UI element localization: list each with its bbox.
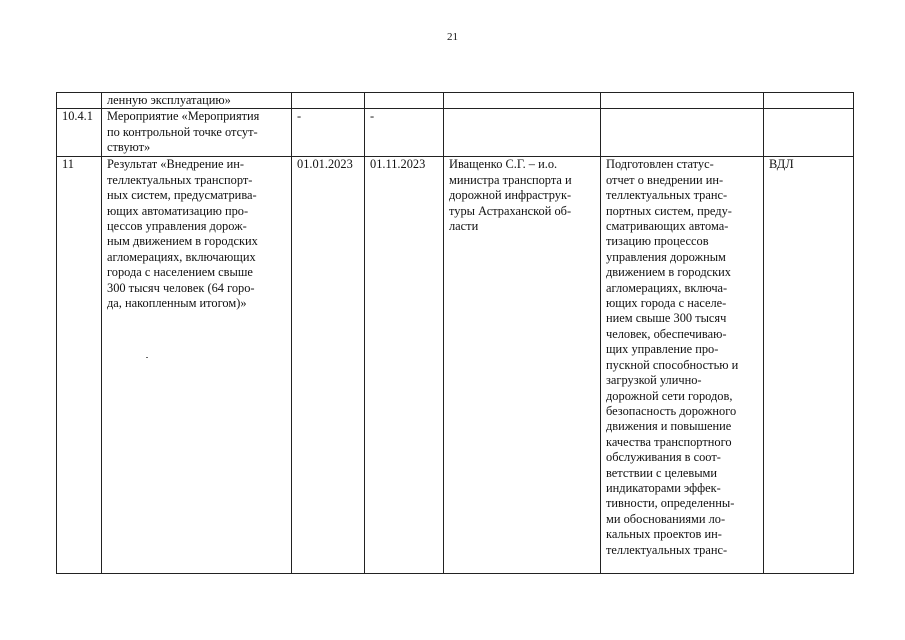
cell-start-date: - bbox=[292, 109, 365, 157]
cell-responsible bbox=[444, 157, 601, 574]
cell-number bbox=[57, 93, 102, 109]
result-line: обслуживания в соот- bbox=[606, 450, 721, 465]
result-line: сматривающих автома- bbox=[606, 219, 729, 234]
title-line: ствуют» bbox=[107, 140, 151, 155]
cell-title bbox=[102, 157, 292, 574]
result-line: Подготовлен статус- bbox=[606, 157, 714, 172]
title-line: да, накопленным итогом)» bbox=[107, 296, 247, 311]
title-line: города с населением свыше bbox=[107, 265, 253, 280]
table-row-continuation bbox=[57, 93, 854, 109]
result-line: ми обоснованиями ло- bbox=[606, 511, 726, 526]
cell-end-date bbox=[365, 93, 444, 109]
result-line: безопасность дорожного bbox=[606, 403, 737, 418]
table-row-11 bbox=[57, 157, 854, 574]
plan-table bbox=[56, 92, 854, 574]
result-line: управления дорожным bbox=[606, 249, 726, 264]
result-line: индикаторами эффек- bbox=[606, 480, 721, 495]
title-line: теллектуальных транспорт- bbox=[107, 172, 253, 187]
cell-end-date: 01.11.2023 bbox=[365, 157, 444, 574]
result-line: портных систем, преду- bbox=[606, 203, 732, 218]
cell-start-date: 01.01.2023 bbox=[292, 157, 365, 574]
result-line: нием свыше 300 тысяч bbox=[606, 311, 727, 326]
result-line: теллектуальных транс- bbox=[606, 188, 728, 203]
cell-number: 11 bbox=[57, 157, 102, 574]
cell-title bbox=[102, 93, 292, 109]
result-line: теллектуальных транс- bbox=[606, 542, 728, 557]
result-line: ющих города с населе- bbox=[606, 296, 727, 311]
cell-responsible bbox=[444, 109, 601, 157]
title-line: Мероприятие «Мероприятия bbox=[107, 109, 260, 124]
cell-result bbox=[601, 157, 764, 574]
title-line: Результат «Внедрение ин- bbox=[107, 157, 244, 172]
result-line: щих управление про- bbox=[606, 342, 719, 357]
result-line: отчет о внедрении ин- bbox=[606, 172, 724, 187]
title-line: агломерациях, включающих bbox=[107, 249, 256, 264]
cell-title bbox=[102, 109, 292, 157]
title-line: ным движением в городских bbox=[107, 234, 258, 249]
result-line: качества транспортного bbox=[606, 434, 732, 449]
result-line: тизацию процессов bbox=[606, 234, 709, 249]
title-line: цессов управления дорож- bbox=[107, 219, 247, 234]
cell-responsible bbox=[444, 93, 601, 109]
responsible-line: дорожной инфраструк- bbox=[449, 188, 572, 203]
result-line: пускной способностью и bbox=[606, 357, 739, 372]
cell-number: 10.4.1 bbox=[57, 109, 102, 157]
cell-result bbox=[601, 109, 764, 157]
result-line: кальных проектов ин- bbox=[606, 527, 722, 542]
title-line: ных систем, предусматрива- bbox=[107, 188, 257, 203]
cell-start-date bbox=[292, 93, 365, 109]
scan-speck bbox=[146, 357, 148, 358]
result-line: ветствии с целевыми bbox=[606, 465, 718, 480]
responsible-line: Иващенко С.Г. – и.о. bbox=[449, 157, 558, 172]
cell-type: ВДЛ bbox=[764, 157, 854, 574]
title-line: ленную эксплуатацию» bbox=[107, 93, 231, 107]
result-line: дорожной сети городов, bbox=[606, 388, 733, 403]
cell-end-date: - bbox=[365, 109, 444, 157]
table-row-10-4-1 bbox=[57, 109, 854, 157]
responsible-line: ласти bbox=[449, 219, 479, 234]
title-line: 300 тысяч человек (64 горо- bbox=[107, 280, 255, 295]
title-line: по контрольной точке отсут- bbox=[107, 124, 258, 139]
result-line: человек, обеспечиваю- bbox=[606, 326, 727, 341]
result-line: движения и повышение bbox=[606, 419, 732, 434]
result-line: тивности, определенны- bbox=[606, 496, 735, 511]
result-line: загрузкой улично- bbox=[606, 373, 702, 388]
page-number: 21 bbox=[447, 31, 458, 43]
cell-type bbox=[764, 109, 854, 157]
responsible-line: туры Астраханской об- bbox=[449, 203, 572, 218]
cell-result bbox=[601, 93, 764, 109]
cell-type bbox=[764, 93, 854, 109]
result-line: агломерациях, включа- bbox=[606, 280, 728, 295]
result-line: движением в городских bbox=[606, 265, 731, 280]
title-line: ющих автоматизацию про- bbox=[107, 203, 249, 218]
responsible-line: министра транспорта и bbox=[449, 172, 572, 187]
